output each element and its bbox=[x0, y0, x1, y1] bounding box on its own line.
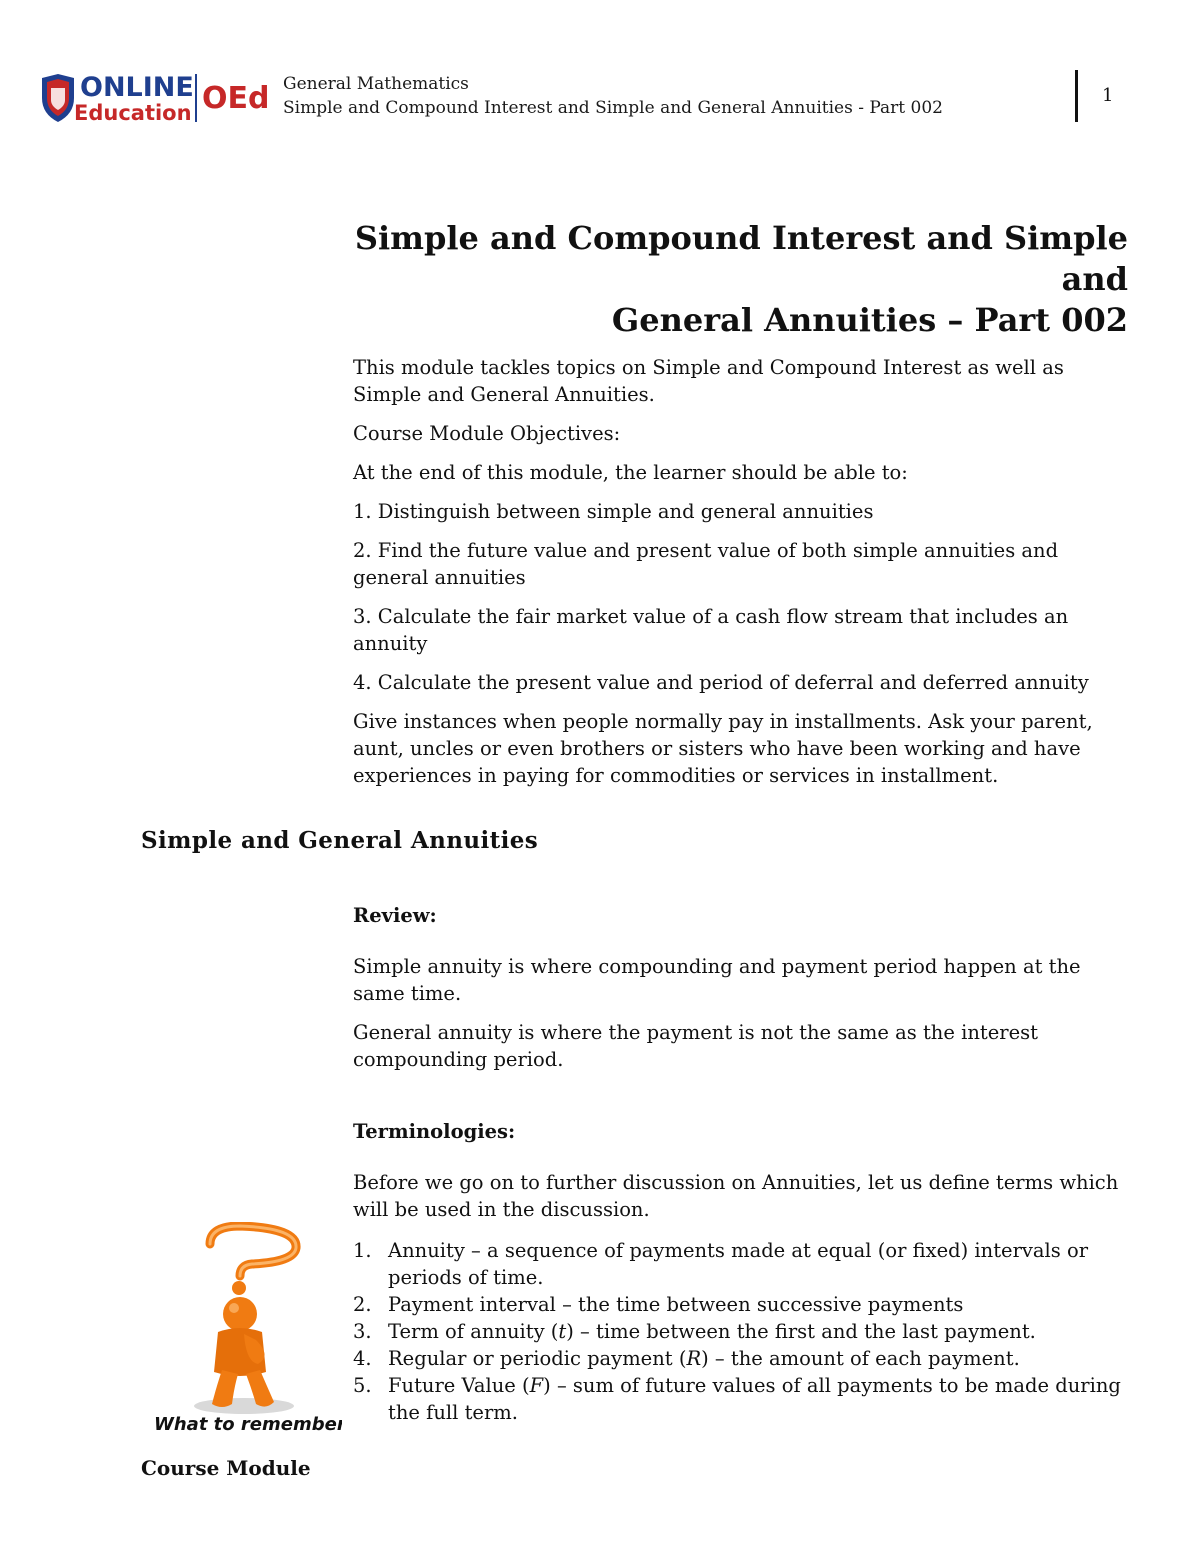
page-title-line-2: General Annuities – Part 002 bbox=[611, 301, 1128, 339]
course-module-label: Course Module bbox=[141, 1456, 311, 1480]
review-general-annuity: General annuity is where the payment is not the same as the interest compounding period. bbox=[353, 1021, 1038, 1071]
term-text: Future Value ( bbox=[388, 1374, 530, 1397]
illustration-caption: What to remember? bbox=[154, 1414, 342, 1435]
module-introduction bbox=[353, 354, 1133, 801]
term-text-rest: ) – sum of future values of all payments to be made during the full term. bbox=[388, 1374, 1121, 1424]
header-subject: General Mathematics bbox=[283, 74, 469, 94]
header-divider bbox=[1075, 70, 1078, 122]
what-to-remember-illustration bbox=[148, 1222, 342, 1438]
review-block bbox=[353, 953, 1133, 1085]
review-simple-annuity: Simple annuity is where compounding and payment period happen at the same time. bbox=[353, 955, 1081, 1005]
objective-item: 3. Calculate the fair market value of a cash flow stream that includes an annuity bbox=[353, 605, 1069, 655]
logo-online-text: ONLINE bbox=[80, 72, 194, 103]
logo-education-text: Education bbox=[74, 101, 192, 125]
header-document-title: Simple and Compound Interest and Simple and General Annuities - Part 002 bbox=[283, 98, 943, 118]
list-item-number: 1. bbox=[353, 1239, 372, 1262]
term-text: Term of annuity ( bbox=[388, 1320, 559, 1343]
activity-prompt: Give instances when people normally pay in installments. Ask your parent, aunt, uncles or even brothers or sisters who have been working and have experiences in paying for commodities or services in installment. bbox=[353, 710, 1093, 787]
list-item-number: 3. bbox=[353, 1320, 372, 1343]
term-symbol: F bbox=[529, 1374, 544, 1397]
list-item bbox=[353, 1237, 1133, 1291]
list-item-number: 2. bbox=[353, 1293, 372, 1316]
term-text: Regular or periodic payment ( bbox=[388, 1347, 687, 1370]
term-text: Annuity – a sequence of payments made at equal (or fixed) intervals or periods of time. bbox=[388, 1239, 1089, 1289]
module-description: This module tackles topics on Simple and Compound Interest as well as Simple and General Annuities. bbox=[353, 356, 1064, 406]
online-education-logo bbox=[38, 68, 270, 126]
term-symbol: t bbox=[558, 1320, 567, 1343]
list-item-number: 4. bbox=[353, 1347, 372, 1370]
objective-item: 4. Calculate the present value and period of deferral and deferred annuity bbox=[353, 671, 1089, 694]
term-text: Payment interval – the time between successive payments bbox=[388, 1293, 964, 1316]
terminologies-list bbox=[353, 1237, 1133, 1426]
objective-item: 1. Distinguish between simple and general annuities bbox=[353, 500, 874, 523]
list-item bbox=[353, 1372, 1133, 1426]
page-title bbox=[308, 218, 1128, 341]
terminologies-heading: Terminologies: bbox=[353, 1120, 516, 1143]
list-item bbox=[353, 1318, 1133, 1345]
objectives-label: Course Module Objectives: bbox=[353, 422, 621, 445]
logo-oed-text: OEd bbox=[202, 81, 270, 116]
objective-item: 2. Find the future value and present value of both simple annuities and general annuities bbox=[353, 539, 1059, 589]
objectives-lead: At the end of this module, the learner should be able to: bbox=[353, 461, 908, 484]
review-heading: Review: bbox=[353, 904, 437, 927]
section-heading: Simple and General Annuities bbox=[141, 827, 539, 854]
terminologies-intro: Before we go on to further discussion on Annuities, let us define terms which will be used in the discussion. bbox=[353, 1171, 1119, 1221]
list-item bbox=[353, 1345, 1133, 1372]
page-number: 1 bbox=[1102, 85, 1114, 106]
list-item-number: 5. bbox=[353, 1374, 372, 1397]
page-title-line-1: Simple and Compound Interest and Simple and bbox=[354, 219, 1128, 298]
term-text-rest: ) – the amount of each payment. bbox=[701, 1347, 1020, 1370]
list-item bbox=[353, 1291, 1133, 1318]
term-symbol: R bbox=[686, 1347, 702, 1370]
term-text-rest: ) – time between the first and the last payment. bbox=[566, 1320, 1036, 1343]
